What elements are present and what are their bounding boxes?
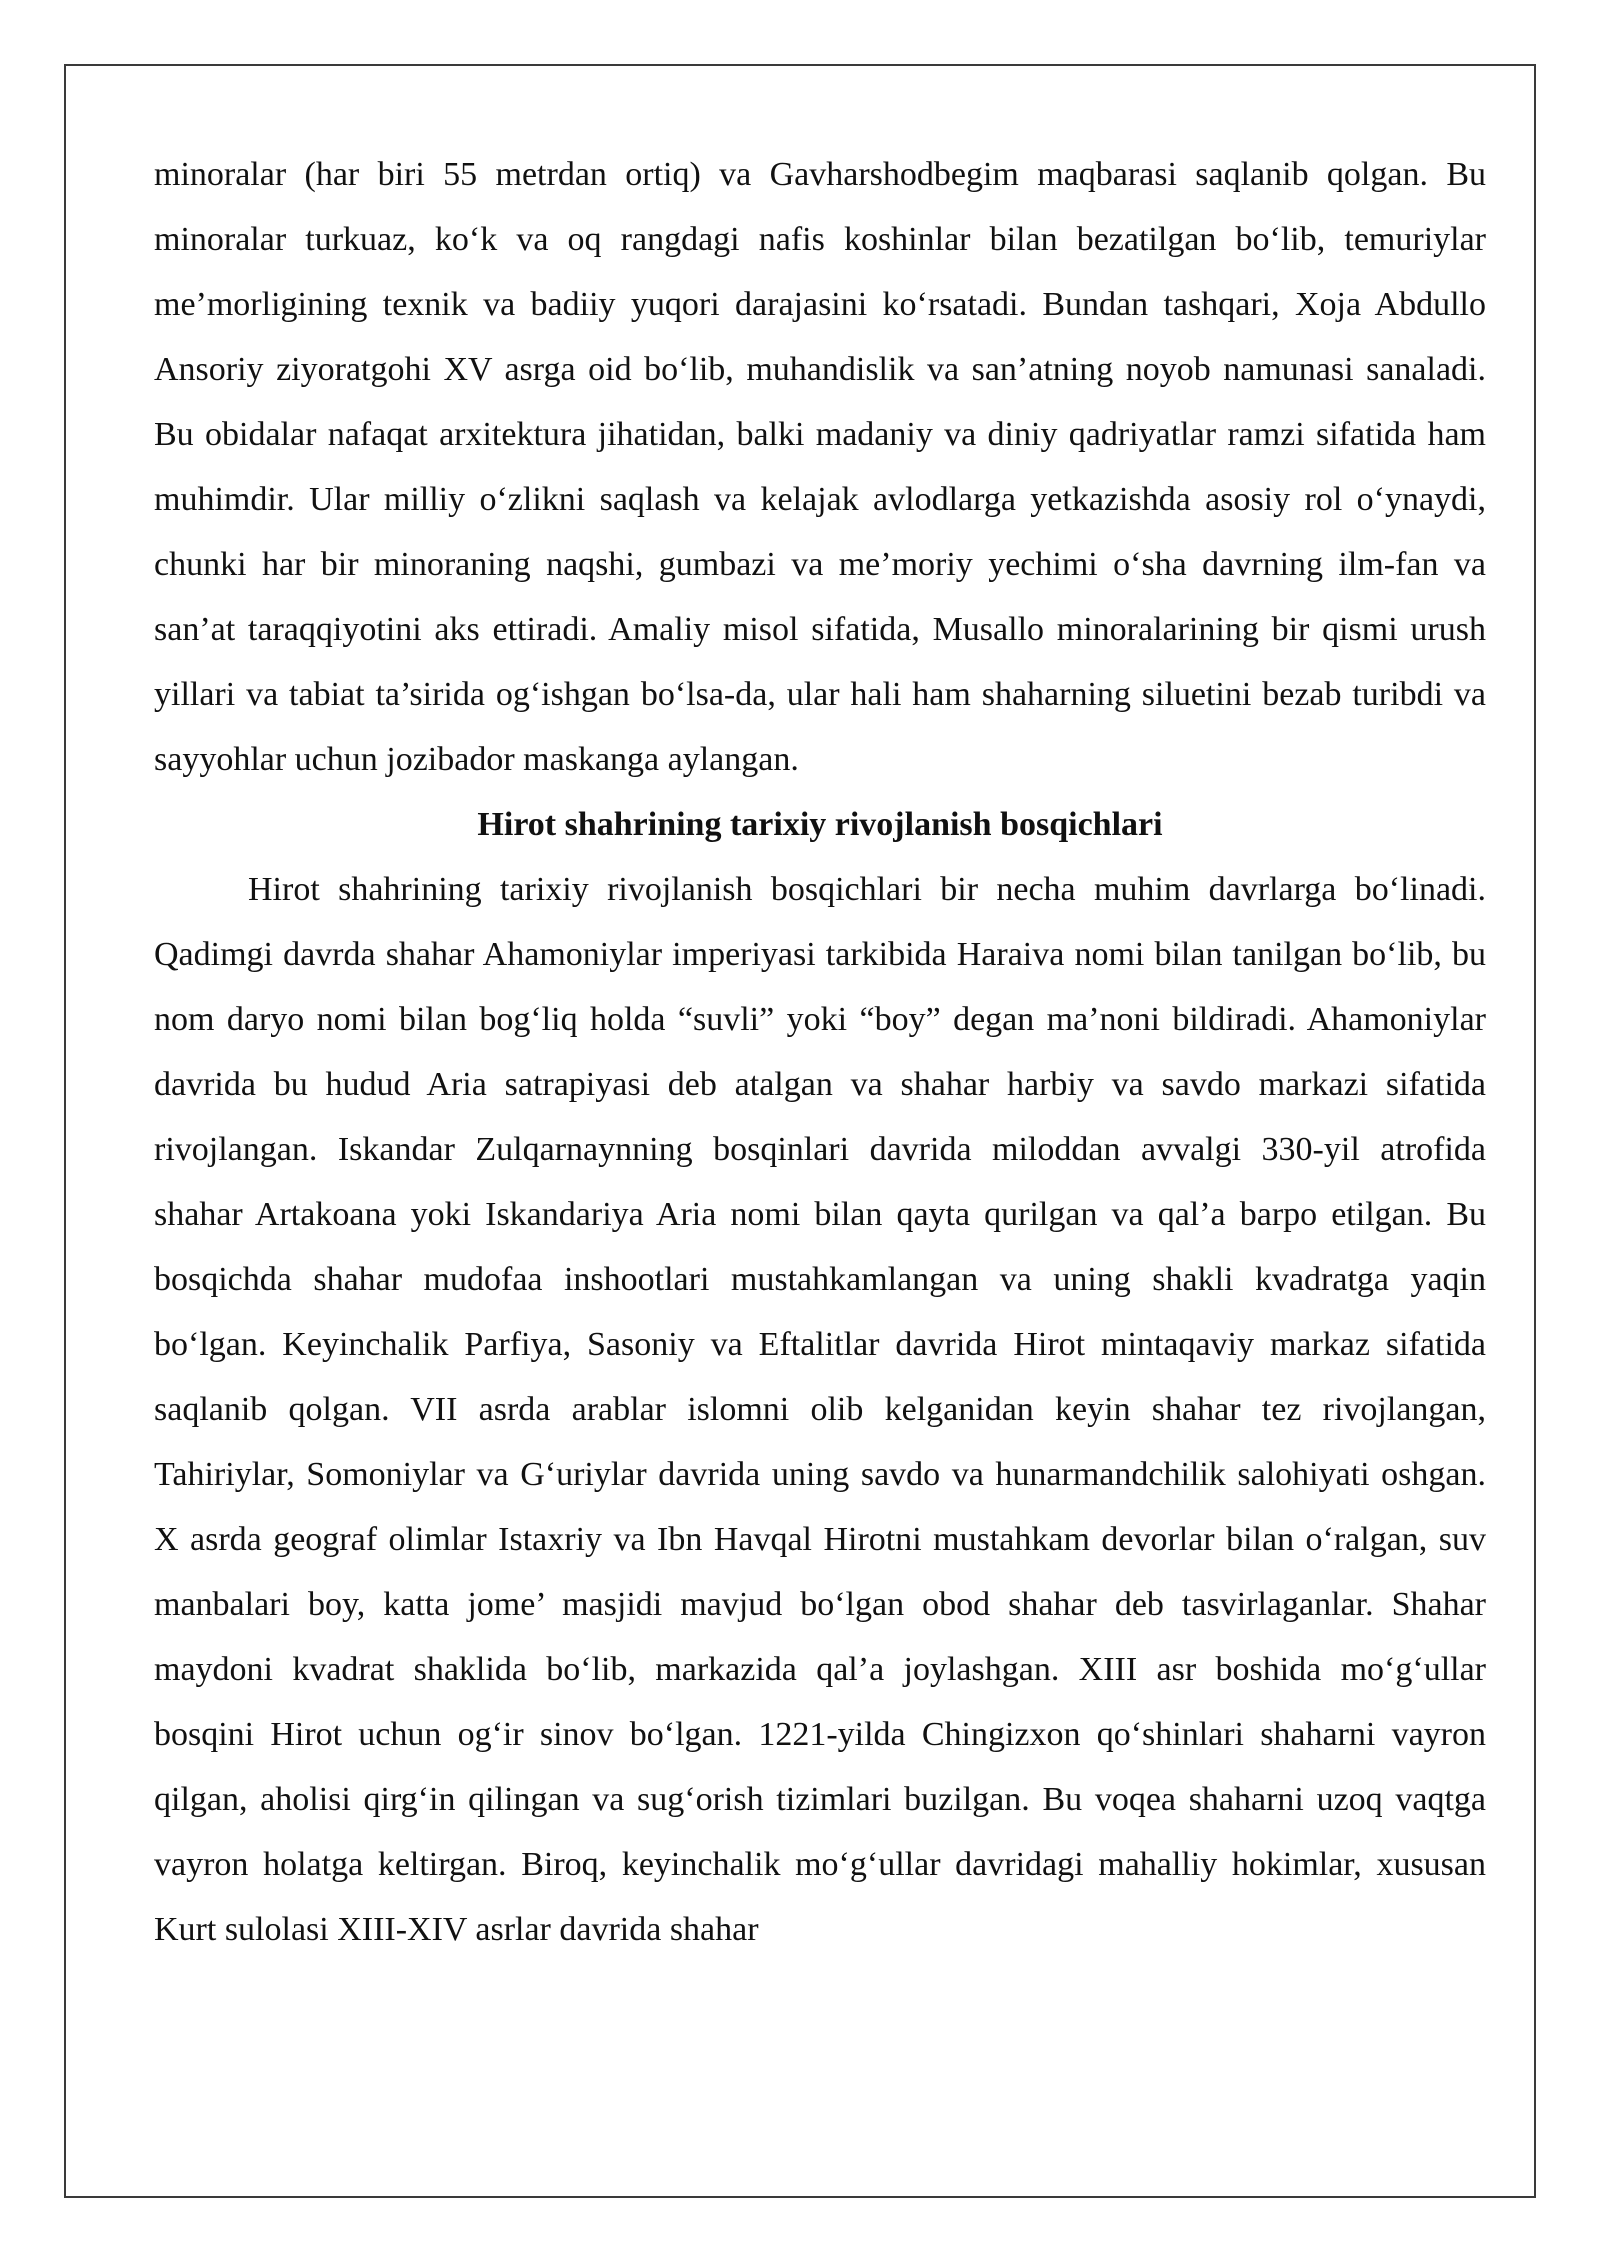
body-paragraph-2: Hirot shahrining tarixiy rivojlanish bosqichlari bir necha muhim davrlarga bo‘linadi. Qadimgi davrda shahar Ahamoniylar imperiyasi tarkibida Haraiva nomi bilan tanilgan bo‘lib, bu nom daryo nomi bilan bog‘liq holda “suvli” yoki “boy” degan ma’noni bildiradi. Ahamoniylar davrida bu hudud Aria satrapiyasi deb atalgan va shahar harbiy va savdo markazi sifatida rivojlangan. Iskandar Zulqarnaynning bosqinlari davrida miloddan avvalgi 330-yil atrofida shahar Artakoana yoki Iskandariya Aria nomi bilan qayta qurilgan va qal’a barpo etilgan. Bu bosqichda shahar mudofaa inshootlari mustahkamlangan va uning shakli kvadratga yaqin bo‘lgan. Keyinchalik Parfiya, Sasoniy va Eftalitlar davrida Hirot mintaqaviy markaz sifatida saqlanib qolgan. VII asrda arablar islomni olib kelganidan keyin shahar tez rivojlangan, Tahiriylar, Somoniylar va G‘uriylar davrida uning savdo va hunarmandchilik salohiyati oshgan. X asrda geograf olimlar Istaxriy va Ibn Havqal Hirotni mustahkam devorlar bilan o‘ralgan, suv manbalari boy, katta jome’ masjidi mavjud bo‘lgan obod shahar deb tasvirlaganlar. Shahar maydoni kvadrat shaklida bo‘lib, markazida qal’a joylashgan. XIII asr boshida mo‘g‘ullar bosqini Hirot uchun og‘ir sinov bo‘lgan. 1221-yilda Chingizxon qo‘shinlari shaharni vayron qilgan, aholisi qirg‘in qilingan va sug‘orish tizimlari buzilgan. Bu voqea shaharni uzoq vaqtga vayron holatga keltirgan. Biroq, keyinchalik mo‘g‘ullar davridagi mahalliy hokimlar, xususan Kurt sulolasi XIII-XIV asrlar davrida shahar <box>154 871 1486 1948</box>
section-heading: Hirot shahrining tarixiy rivojlanish bosqichlari <box>477 806 1163 843</box>
document-body <box>154 142 1486 1962</box>
body-paragraph-1: minoralar (har biri 55 metrdan ortiq) va Gavharshodbegim maqbarasi saqlanib qolgan. Bu minoralar turkuaz, ko‘k va oq rangdagi nafis koshinlar bilan bezatilgan bo‘lib, temuriylar me’morligining texnik va badiiy yuqori darajasini ko‘rsatadi. Bundan tashqari, Xoja Abdullo Ansoriy ziyoratgohi XV asrga oid bo‘lib, muhandislik va san’atning noyob namunasi sanaladi. Bu obidalar nafaqat arxitektura jihatidan, balki madaniy va diniy qadriyatlar ramzi sifatida ham muhimdir. Ular milliy o‘zlikni saqlash va kelajak avlodlarga yetkazishda asosiy rol o‘ynaydi, chunki har bir minoraning naqshi, gumbazi va me’moriy yechimi o‘sha davrning ilm-fan va san’at taraqqiyotini aks ettiradi. Amaliy misol sifatida, Musallo minoralarining bir qismi urush yillari va tabiat ta’sirida og‘ishgan bo‘lsa-da, ular hali ham shaharning siluetini bezab turibdi va sayyohlar uchun jozibador maskanga aylangan. <box>154 156 1486 778</box>
